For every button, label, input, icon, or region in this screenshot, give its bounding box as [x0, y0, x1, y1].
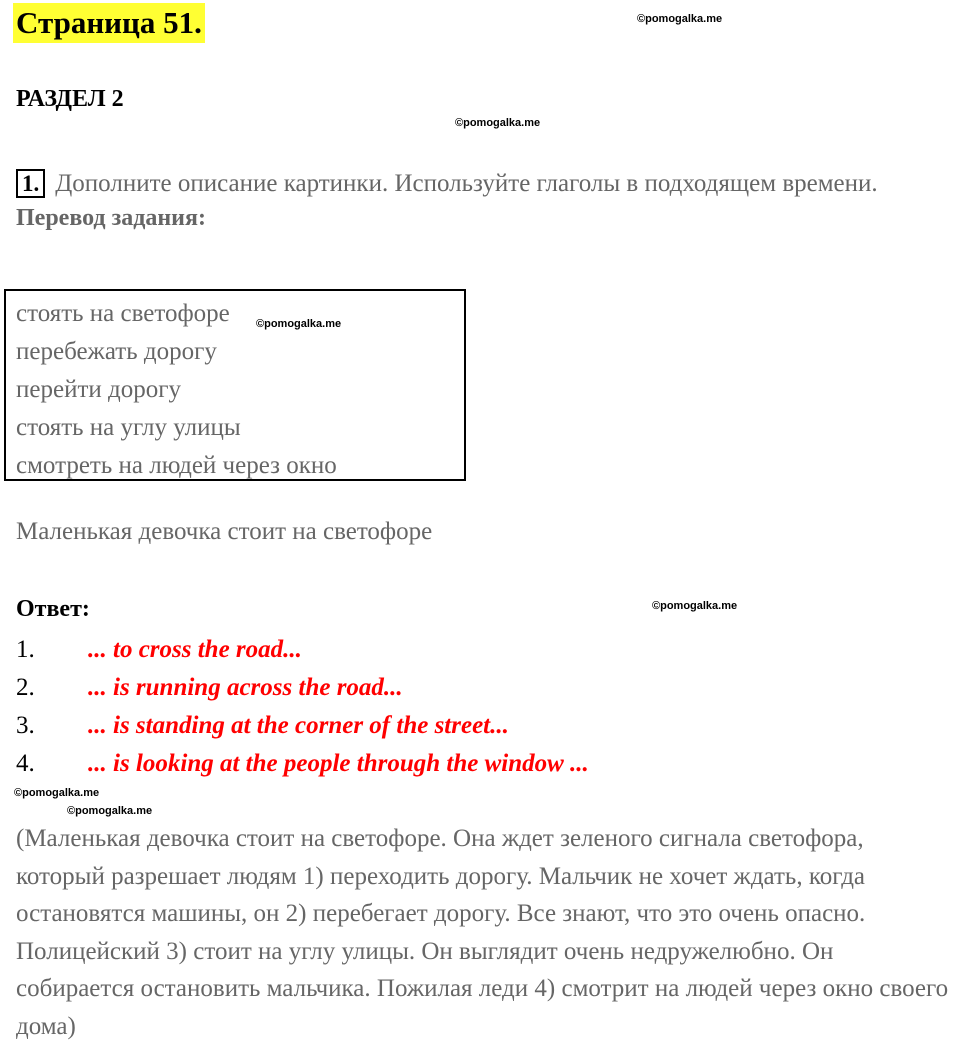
vocabulary-item: стоять на углу улицы — [16, 414, 241, 441]
answer-text: ... is running across the road... — [88, 674, 403, 701]
answer-number: 2. — [16, 674, 35, 701]
answer-item — [16, 707, 589, 745]
vocabulary-box — [4, 289, 466, 481]
watermark: ©pomogalka.me — [455, 117, 541, 129]
translation-heading: Перевод задания: — [16, 205, 206, 231]
answer-list — [16, 631, 589, 783]
answer-item — [16, 631, 589, 669]
watermark: ©pomogalka.me — [256, 318, 342, 330]
answer-heading: Ответ: — [16, 596, 90, 622]
page-title: Страница 51. — [13, 3, 205, 43]
answer-number: 3. — [16, 712, 35, 739]
answer-text: ... to cross the road... — [88, 636, 302, 663]
section-title: РАЗДЕЛ 2 — [16, 86, 124, 112]
answer-item — [16, 745, 589, 783]
answer-text: ... is standing at the corner of the street... — [88, 712, 509, 739]
watermark: ©pomogalka.me — [652, 600, 738, 612]
translation-paragraph: (Маленькая девочка стоит на светофоре. Она ждет зеленого сигнала светофора, который разрешает людям 1) переходить дорогу. Мальчик не хочет ждать, когда остановятся машины, он 2) перебегает дорогу. Все знают, что это очень опасно. Полицейский 3) стоит на углу улицы. Он выглядит очень недружелюбно. Он собирается остановить мальчика. Пожилая леди 4) смотрит на людей через окно своего дома) — [16, 825, 949, 1040]
answer-number: 4. — [16, 750, 35, 777]
vocabulary-list — [6, 291, 464, 485]
vocabulary-item: стоять на светофоре — [16, 300, 230, 327]
answer-item — [16, 669, 589, 707]
task-number: 1. — [16, 169, 45, 198]
vocabulary-item: перебежать дорогу — [16, 338, 217, 365]
task-text: Дополните описание картинки. Используйте глаголы в подходящем времени. — [55, 170, 878, 197]
answer-text: ... is looking at the people through the window ... — [88, 750, 589, 777]
answer-number: 1. — [16, 636, 35, 663]
example-sentence: Маленькая девочка стоит на светофоре — [16, 518, 433, 545]
watermark: ©pomogalka.me — [67, 805, 153, 817]
task-instruction — [16, 166, 946, 236]
vocabulary-item: смотреть на людей через окно — [16, 452, 337, 479]
vocabulary-item: перейти дорогу — [16, 376, 181, 403]
watermark: ©pomogalka.me — [14, 787, 100, 799]
watermark: ©pomogalka.me — [637, 13, 723, 25]
